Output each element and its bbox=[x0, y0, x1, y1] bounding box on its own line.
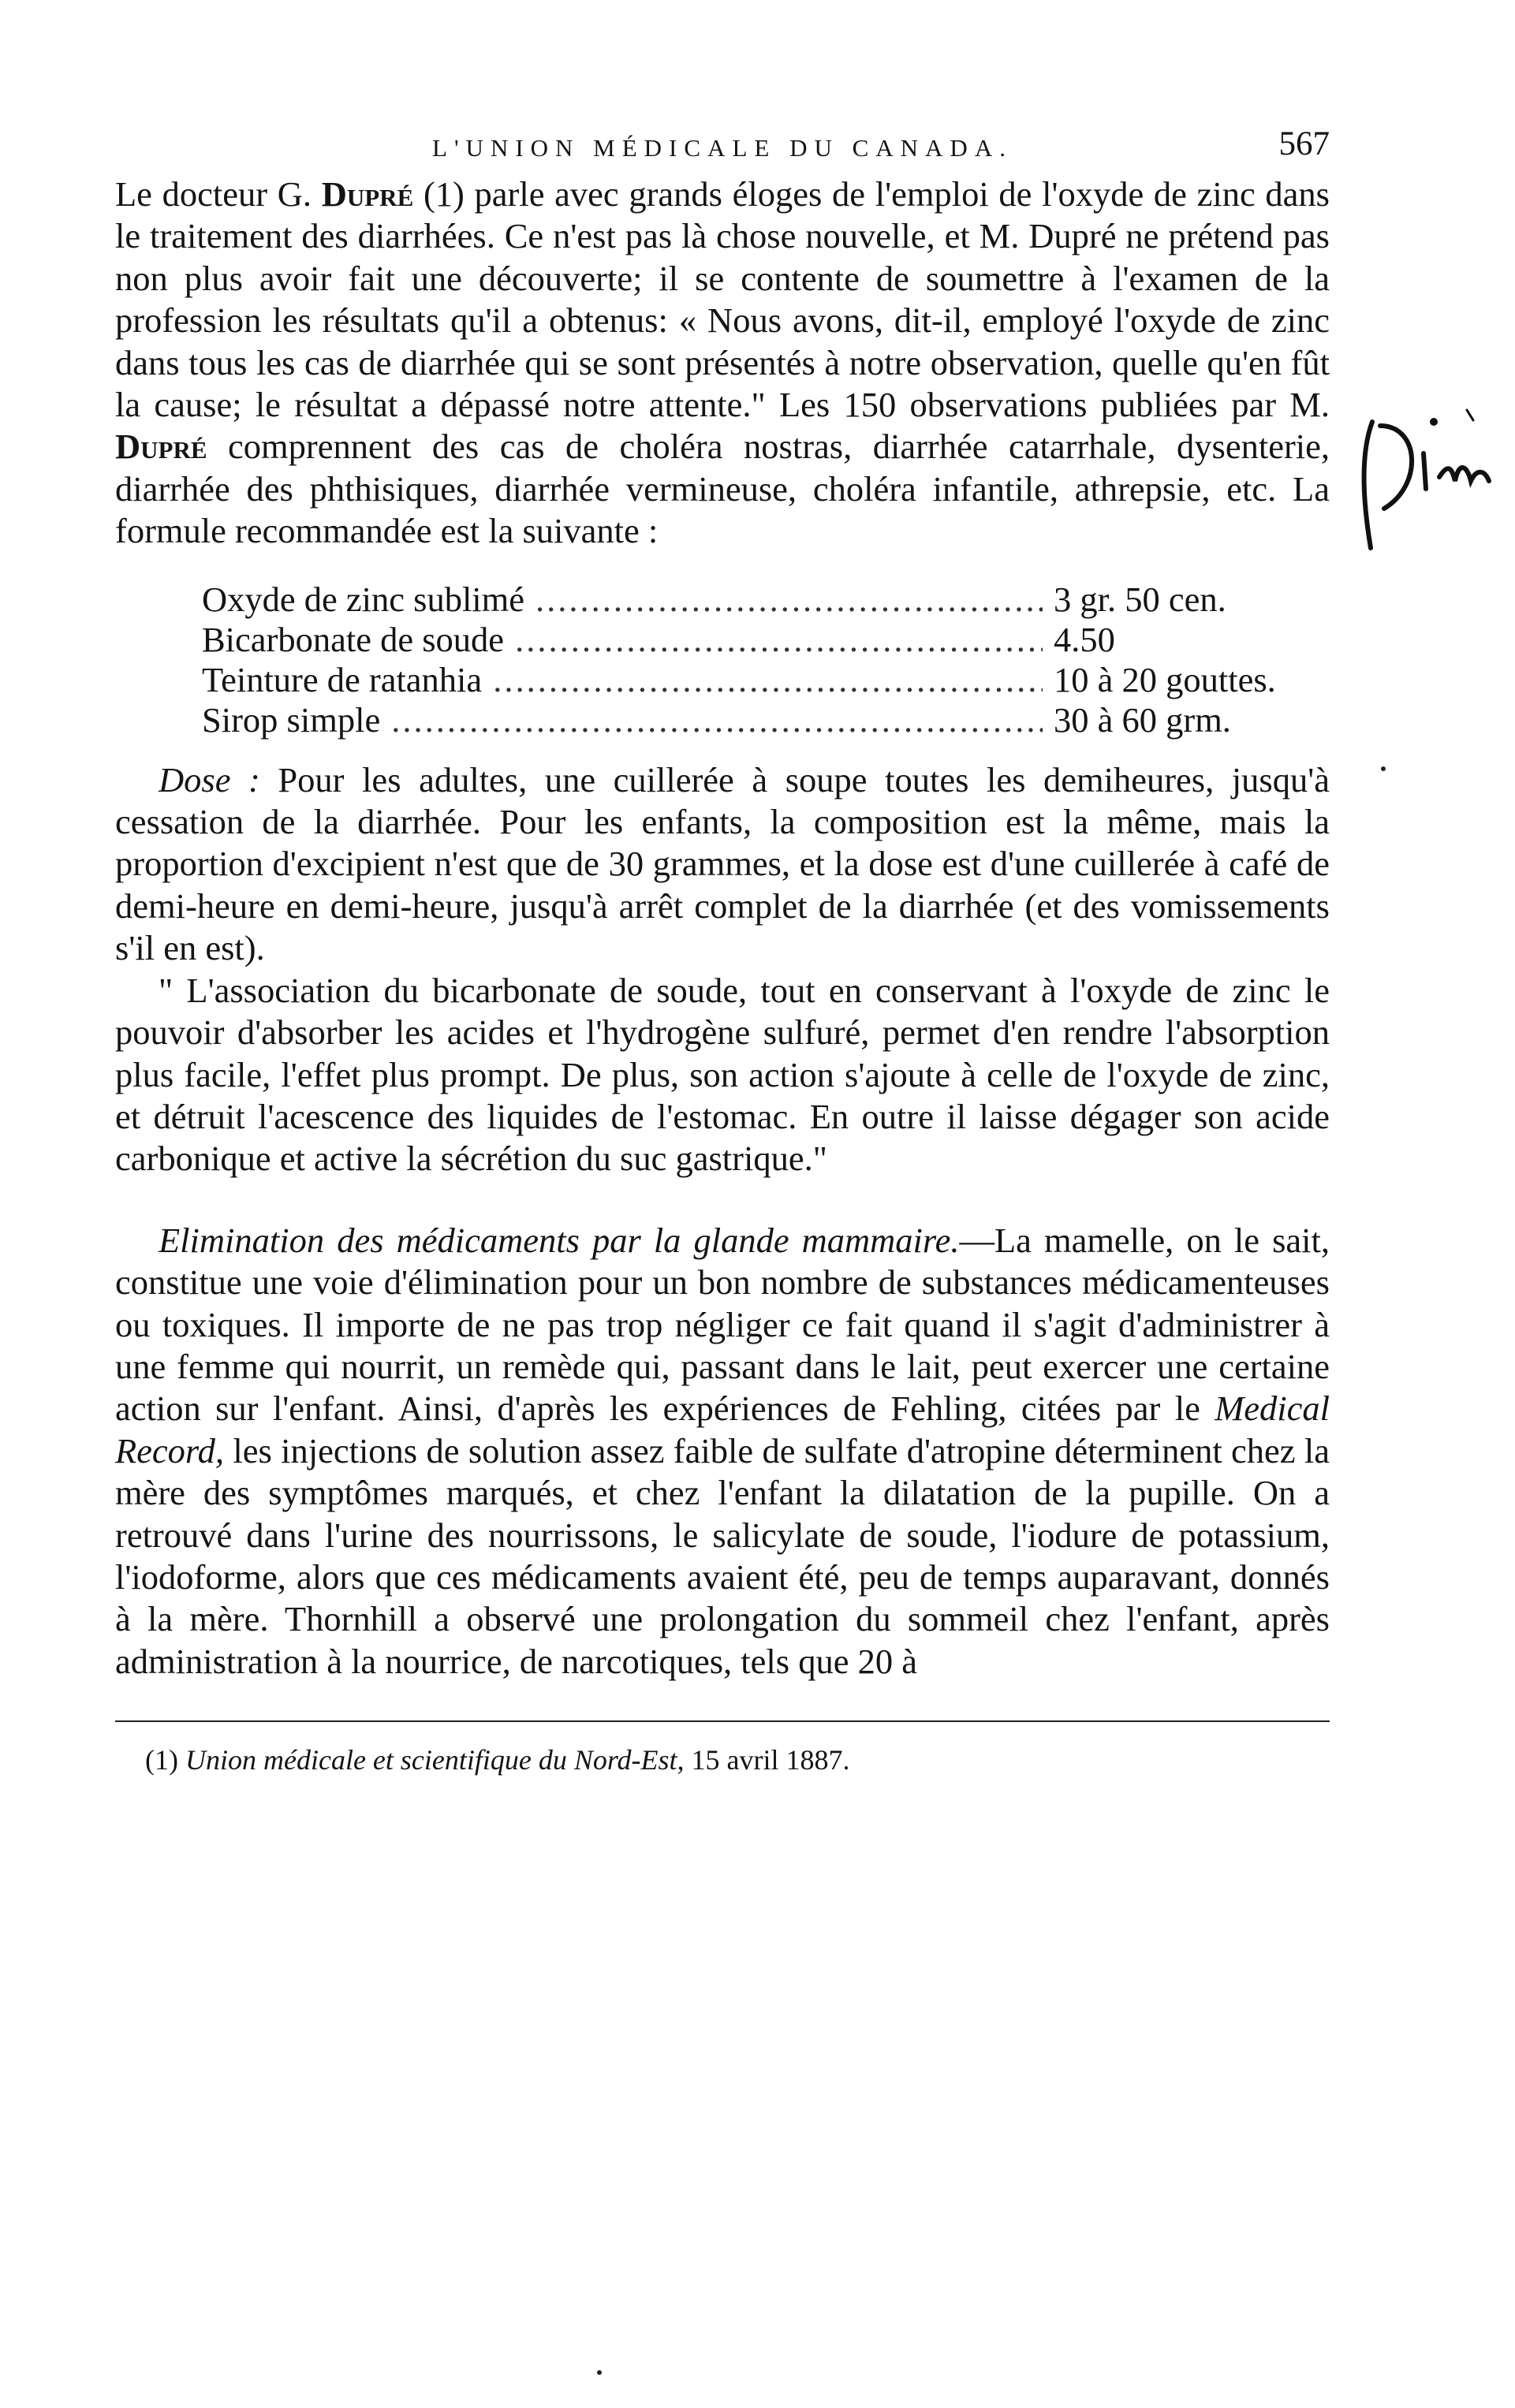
section-spacer bbox=[115, 1180, 1330, 1220]
leader-dots bbox=[493, 660, 1043, 700]
leader-dots bbox=[391, 700, 1043, 740]
footnote-source: Union médicale et scientifique du Nord-Est, bbox=[185, 1744, 685, 1776]
paragraph-body-continued: comprennent des cas de choléra nostras, diarrhée catarrhale, dysenterie, diarrhée des phthisiques, diarrhée vermineuse, choléra infantile, athrepsie, etc. La formule recommandée est la suivante : bbox=[115, 427, 1330, 551]
footnote-marker: (1) bbox=[145, 1744, 178, 1776]
formula-row bbox=[202, 700, 1306, 740]
quote-paragraph: " L'association du bicarbonate de soude, tout en conservant à l'oxyde de zinc le pouvoir d'absorber les acides et l'hydrogène sulfuré, permet d'en rendre l'absorption plus facile, l'effet plus prompt. De plus, son action s'ajoute à celle de l'oxyde de zinc, et détruit l'acescence des liquides de l'estomac. En outre il laisse dégager son acide carbonique et active la sécrétion du suc gastrique." bbox=[115, 970, 1330, 1179]
section-title: Elimination des médicaments par la glande mammaire. bbox=[159, 1220, 960, 1260]
paragraph-lead: Le docteur G. bbox=[115, 174, 312, 214]
formula-dose: 10 à 20 gouttes. bbox=[1054, 659, 1276, 699]
formula-row bbox=[202, 580, 1306, 620]
handwritten-margin-annotation bbox=[1349, 390, 1498, 556]
running-title: L'UNION MÉDICALE DU CANADA. bbox=[432, 134, 1013, 162]
stray-ink-mark bbox=[597, 2370, 602, 2375]
leader-dots bbox=[515, 620, 1043, 660]
page-number: 567 bbox=[1278, 125, 1330, 162]
formula-dose: 4.50 bbox=[1054, 619, 1115, 659]
formula-row bbox=[202, 660, 1306, 700]
formula-dose: 3 gr. 50 cen. bbox=[1054, 579, 1226, 619]
formula-ingredient: Teinture de ratanhia bbox=[202, 659, 483, 699]
section-text: —La mamelle, on le sait, constitue une voie d'élimination pour un bon nombre de substances médicamenteuses ou toxiques. Il importe de ne pas trop négliger ce fait quand il s'agit d'administrer à une femme qui nourrit, un remède qui, passant dans le lait, peut exercer une certaine action sur l'enfant. Ainsi, d'après les expériences de Fehling, citées par le bbox=[115, 1220, 1330, 1429]
running-head bbox=[115, 118, 1330, 173]
formula-ingredient: Bicarbonate de soude bbox=[202, 619, 505, 659]
formula-ingredient: Oxyde de zinc sublimé bbox=[202, 579, 525, 619]
elimination-paragraph bbox=[115, 1220, 1330, 1683]
dose-text: Pour les adultes, une cuillerée à soupe toutes les demiheures, jusqu'à cessation de la diarrhée. Pour les enfants, la composition est la même, mais la proportion d'excipient n'est que de 30 grammes, et la dose est d'une cuillerée à café de demi-heure en demi-heure, jusqu'à arrêt complet de la diarrhée (et des vomissements s'il en est). bbox=[115, 759, 1330, 968]
section-text-continued: les injections de solution assez faible de sulfate d'atropine déterminent chez la mère des symptômes marqués, et chez l'enfant la dilatation de la pupille. On a retrouvé dans l'urine des nourrissons, le salicylate de soude, l'iodure de potassium, l'iodoforme, alors que ces médicaments avaient été, peu de temps auparavant, donnés à la mère. Thornhill a observé une prolongation du sommeil chez l'enfant, après administration à la nourrice, de narcotiques, tels que 20 à bbox=[115, 1430, 1330, 1681]
dose-paragraph bbox=[115, 759, 1330, 970]
journal-name: Medical Record, bbox=[115, 1389, 1330, 1471]
author-name: Dupré bbox=[321, 174, 414, 214]
paragraph-dupre bbox=[115, 173, 1330, 553]
prescription-formula bbox=[202, 580, 1306, 740]
footnote-date: 15 avril 1887. bbox=[684, 1744, 850, 1776]
stray-ink-mark bbox=[1381, 766, 1386, 771]
paragraph-body: (1) parle avec grands éloges de l'emploi de l'oxyde de zinc dans le traitement des diarrhées. Ce n'est pas là chose nouvelle, et M. Dupré ne prétend pas non plus avoir fait une découverte; il se contente de soumettre à l'examen de la profession les résultats qu'il a obtenus: « Nous avons, dit-il, employé l'oxyde de zinc dans tous les cas de diarrhée qui se sont présentés à notre observation, quelle qu'en fût la cause; le résultat a dépassé notre attente." Les 150 observations publiées par M. bbox=[115, 174, 1330, 425]
formula-dose: 30 à 60 grm. bbox=[1054, 699, 1231, 740]
dose-label: Dose : bbox=[159, 759, 260, 800]
document-page bbox=[115, 118, 1330, 1777]
formula-row bbox=[202, 620, 1306, 660]
formula-ingredient: Sirop simple bbox=[202, 699, 381, 740]
author-name-second: Dupré bbox=[115, 427, 207, 467]
footnote-divider bbox=[115, 1720, 1330, 1722]
leader-dots bbox=[535, 580, 1043, 620]
footnote bbox=[115, 1743, 1330, 1777]
